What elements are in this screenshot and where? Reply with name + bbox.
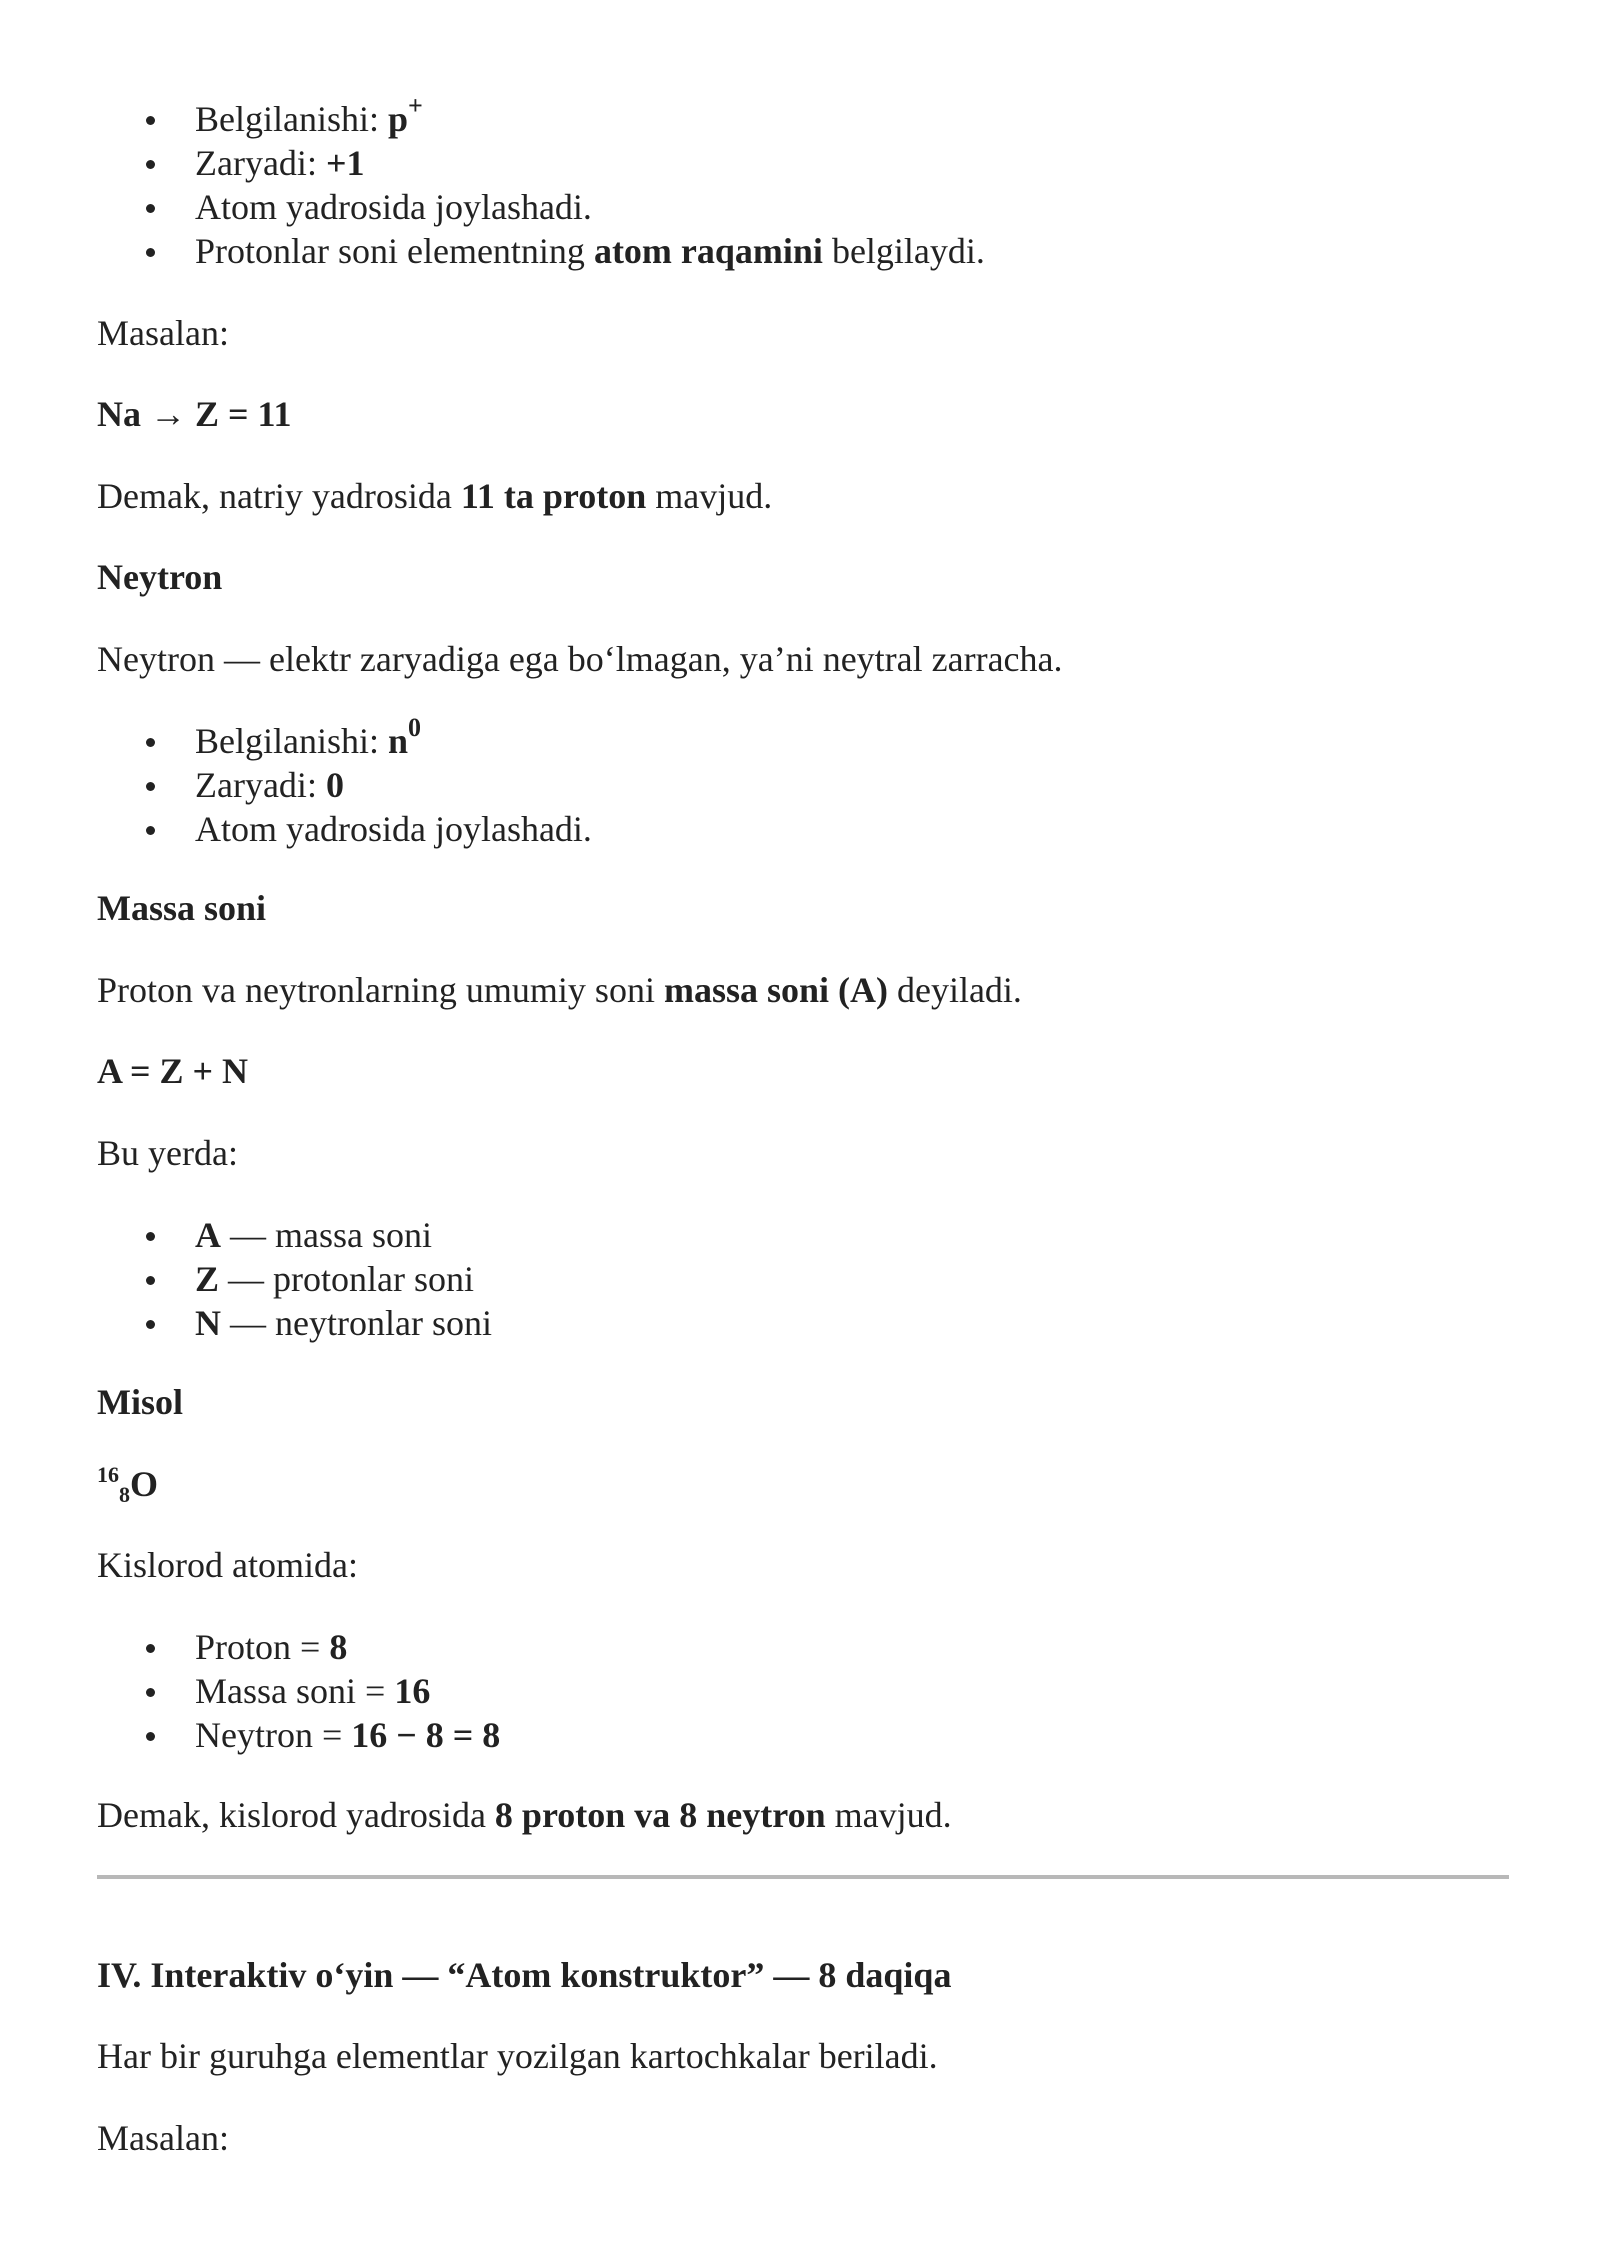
proton-symbol: p+ [388, 91, 423, 139]
bullet [146, 116, 155, 125]
list-item-n: N — neytronlar soni [195, 1303, 492, 1343]
section-4-heading: IV. Interaktiv o‘yin — “Atom konstruktor” — 8 daqiqa [97, 1955, 952, 1995]
bullet [146, 1732, 155, 1741]
section-4-text: Har bir guruhga elementlar yozilgan kartochkalar beriladi. [97, 2036, 938, 2076]
list-item-proton-count: Proton = 8 [195, 1627, 348, 1667]
oxygen-conclusion: Demak, kislorod yadrosida 8 proton va 8 neytron mavjud. [97, 1795, 952, 1835]
horizontal-rule [97, 1875, 1509, 1879]
list-item-proton-location: Atom yadrosida joylashadi. [195, 187, 592, 227]
mass-number-heading: Massa soni [97, 888, 267, 928]
neutron-symbol: $n^0$ [388, 713, 422, 761]
bullet [146, 1276, 155, 1285]
bullet [146, 1232, 155, 1241]
bullet [146, 248, 155, 257]
bullet [146, 1644, 155, 1653]
isotope-notation: $^{16}$8O [97, 1462, 159, 1507]
list-item-neutron-count: Neytron = 16 − 8 = 8 [195, 1715, 501, 1755]
bullet [146, 738, 155, 747]
list-item-proton-number: Protonlar soni elementning atom raqamini belgilaydi. [195, 231, 985, 271]
list-item-neutron-symbol: Belgilanishi: $n^0$ [195, 713, 422, 761]
bullet [146, 1320, 155, 1329]
bullet [146, 160, 155, 169]
list-item-proton-symbol: Belgilanishi: p+ [195, 91, 423, 139]
section-4-example-label: Masalan: [97, 2118, 229, 2158]
list-item-neutron-location: Atom yadrosida joylashadi. [195, 809, 592, 849]
where-label: Bu yerda: [97, 1133, 238, 1173]
list-item-mass-count: Massa soni = 16 [195, 1671, 431, 1711]
mass-number-formula: A = Z + N [97, 1051, 249, 1091]
neutron-heading: Neytron [97, 557, 223, 597]
bullet [146, 826, 155, 835]
bullet [146, 782, 155, 791]
na-formula: Na → Z = 11 [97, 394, 292, 434]
bullet [146, 204, 155, 213]
list-item-neutron-charge: Zaryadi: 0 [195, 765, 344, 805]
mass-number-definition: Proton va neytronlarning umumiy soni massa soni (A) deyiladi. [97, 970, 1022, 1010]
bullet [146, 1688, 155, 1697]
oxygen-intro: Kislorod atomida: [97, 1545, 358, 1585]
list-item-z: Z — protonlar soni [195, 1259, 474, 1299]
na-conclusion: Demak, natriy yadrosida 11 ta proton mavjud. [97, 476, 773, 516]
neutron-definition: Neytron — elektr zaryadiga ega bo‘lmagan, ya’ni neytral zarracha. [97, 639, 1063, 679]
example-label: Masalan: [97, 313, 229, 353]
list-item-a: A — massa soni [195, 1215, 432, 1255]
example-heading: Misol [97, 1382, 183, 1422]
list-item-proton-charge: Zaryadi: +1 [195, 143, 365, 183]
